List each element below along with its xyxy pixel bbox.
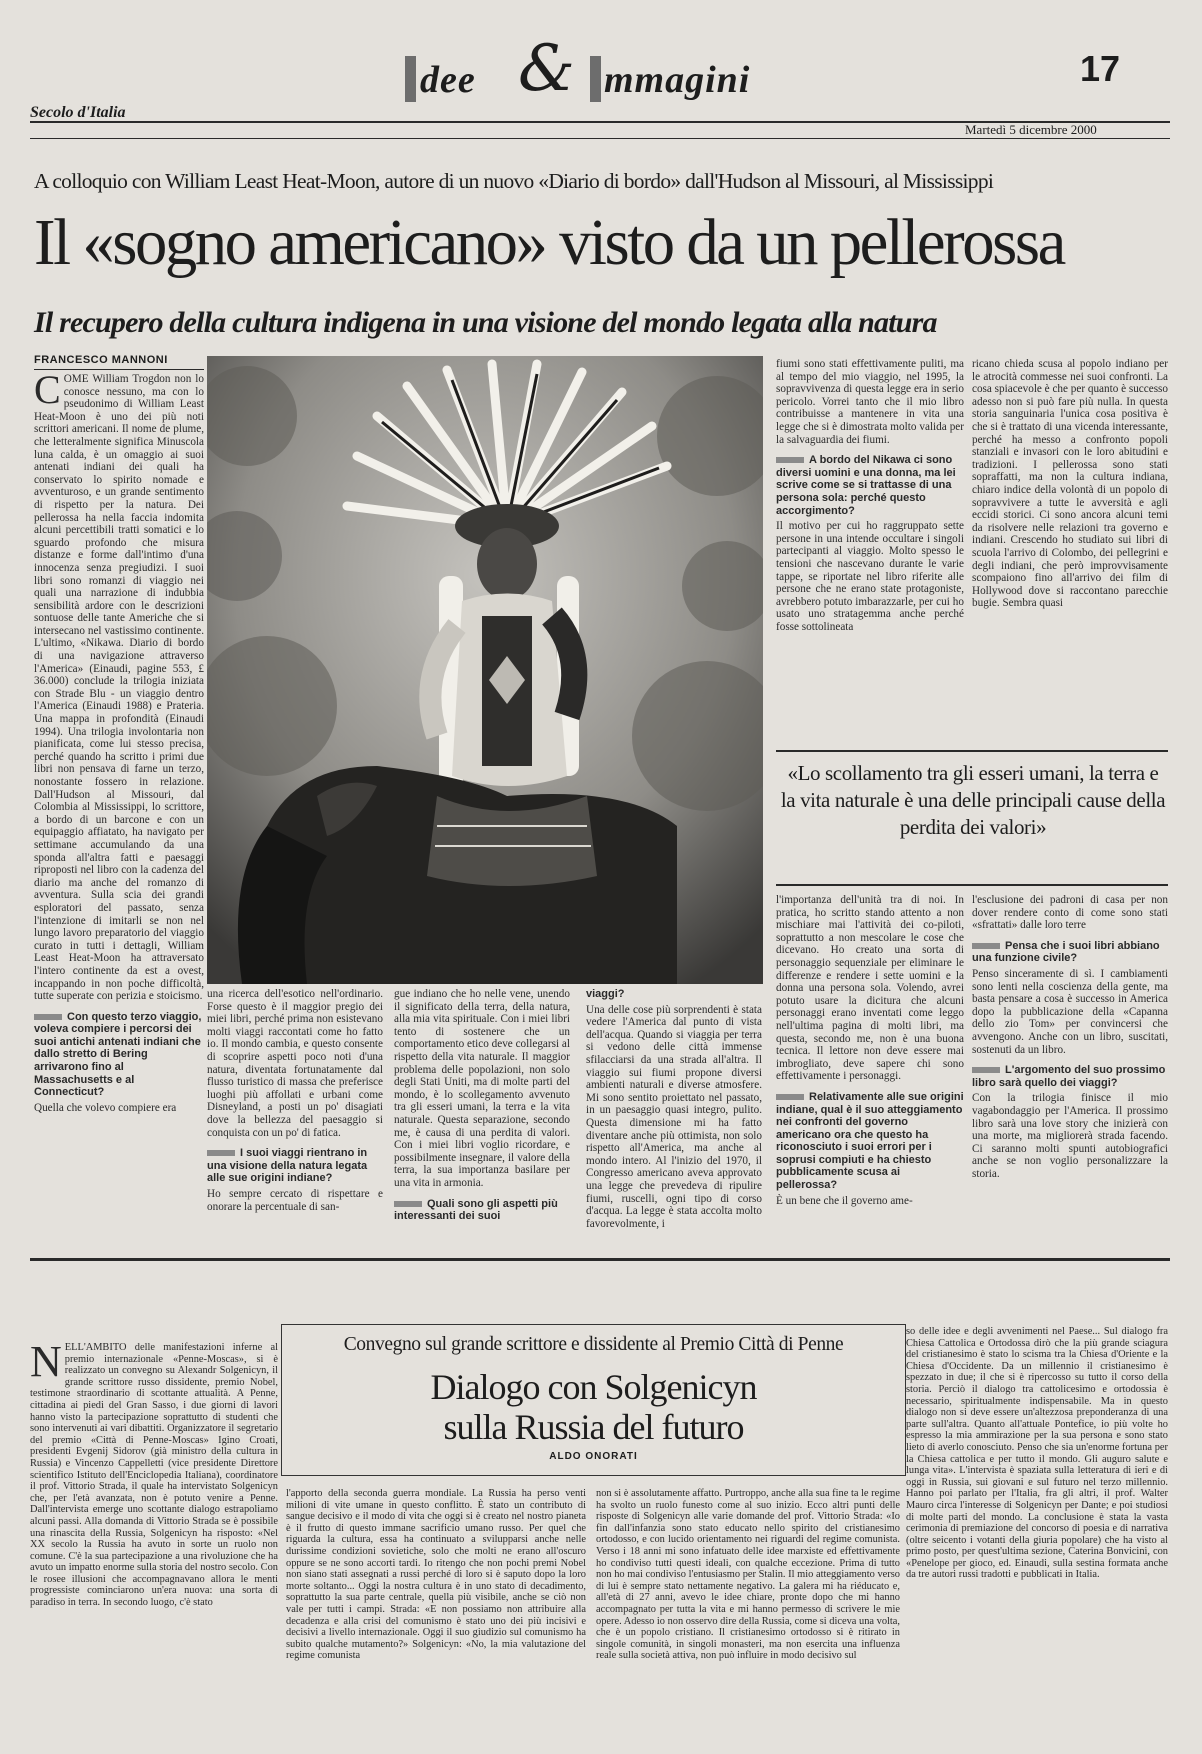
section-letter-i bbox=[405, 56, 416, 102]
answer-6: Penso sinceramente di sì. I cambiamenti sono lenti nella coscienza della gente, ma basta pensare a cosa è successo in America dopo la pubblicazione della «Capanna dello zio Tom» per convincersi che avvengono. Anche con un libro, suscitati, sostenuti da un libro. bbox=[972, 967, 1168, 1056]
masthead-rule-bottom bbox=[30, 138, 1170, 139]
second-article-right bbox=[906, 1326, 1168, 1742]
column-6-top-text: ricano chieda scusa al popolo indiano per le atrocità commesse nei suoi confronti. La cosa spiacevole è che per quanto è successo adesso non si può fare più nulla. In questa storia sanguinaria l'unica cosa positiva è che si è trattato di una vicenda interessante, perché ha messo a confronto popoli stanziali e invasori con le loro abitudini e tradizioni. I pellerossa sono stati sopraffatti, ma non la cultura indiana, chiaro indice della volontà di un popolo di sopravvivere a tutte le avversità e agli eccidi storici. Ci sono ancora alcuni temi da risolvere nelle relazioni tra governo e indiani. Crescendo ho studiato sui libri di scuola l'arrivo di Colombo, dei pellegrini e degli indiani, che però improvvisamente scompaiono fino all'arrivo dei film di Hollywood dove si raccontano parecchie bugie. Sembra quasi bbox=[972, 358, 1168, 610]
second-article-left bbox=[30, 1342, 278, 1742]
question-2-text: I suoi viaggi rientrano in una visione della natura legata alle sue origini indiane? bbox=[207, 1147, 368, 1185]
photo-illustration bbox=[207, 356, 763, 984]
column-1-text: OME William Trogdon non lo conosce nessuno, ma con lo pseudonimo di William Least Heat-Moon è uno dei più noti scrittori americani. Il nome de plume, che letteralmente significa Minuscola luna calda, è un omaggio ai suoi antenati indiani dei quali ha conservato lo spirito nomade e avventuroso, e un grande sentimento di rispetto per la natura. Dei pellerossa ha nella faccia indomita alcuni percettibili tratti somatici e lo sguardo profondo che misura distanze e forme dall'intimo d'una innocenza senza pregiudizi. I suoi libri sono romanzi di viaggio nei quali una narrazione di indubbia sensibilità ardore con le descrizioni sontuose delle tante Americhe che si intersecano nel vastissimo continente. L'ultimo, «Nikawa. Diario di bordo di una navigazione attraverso l'America» (Einaudi, pagine 553, £ 36.000) conclude la trilogia iniziata con Strade Blu - un viaggio dentro l'America (Einaudi 1988) e Prateria. Una mappa in profondità (Einaudi 1994). Una trilogia involontaria non pianificata, come lui stesso precisa, perché quando ha scritto i primi due libri non pensava di farne un terzo, nonostante fossero in relazione. Dall'Hudson al Missouri, dal Colombia al Mississippi, lo scrittore, a bordo di un barcone e con un equipaggio affiatato, ha navigato per settimane accumulando da una sponda all'altra fatti e paesaggi riproposti nel libro con la cadenza del diario ma anche del romanzo di avventura. Sulla scia dei grandi esploratori del passato, senza l'intenzione di imitarli se non nel lungo lavoro preparatorio del viaggio curato in tutti i dettagli, William Least Heat-Moon ha attraversato l'intero continente da est a ovest, incappando in non poche difficoltà, tutte superate con perizia e stoicismo. bbox=[34, 373, 204, 1003]
interview-question-3 bbox=[394, 1198, 570, 1223]
interview-question-2 bbox=[207, 1147, 383, 1185]
second-drop-cap: N bbox=[30, 1342, 62, 1386]
section-ampersand: & bbox=[518, 32, 575, 106]
article-kicker: A colloquio con William Least Heat-Moon, autore di un nuovo «Diario di bordo» dall'Hudson al Missouri, al Mississippi bbox=[34, 169, 994, 193]
article-column-2 bbox=[207, 988, 383, 1250]
second-title-line-2: sulla Russia del futuro bbox=[443, 1407, 744, 1447]
section-title-right: mmagini bbox=[604, 59, 751, 101]
question-6-text: Pensa che i suoi libri abbiano una funzione civile? bbox=[972, 939, 1160, 965]
pull-quote-rule-top bbox=[776, 750, 1168, 752]
article-column-6-bottom bbox=[972, 894, 1168, 1250]
answer-3: Una delle cose più sorprendenti è stata vedere l'America dal punto di vista dell'acqua. Quando si viaggia per terra si vedono delle città immense sfilacciarsi da una strada all'altra. Il viaggio sui fiumi propone diversi ambienti naturali e diverse atmosfere. Mi sono sentito proiettato nel passato, in un paesaggio quasi integro, pulito. Questa dimensione mi ha fatto diventare anche più ottimista, non solo rispetto all'America, ma anche al mondo intero. Al l'inizio del 1970, il Congresso americano aveva approvato una legge che prevedeva di ripulire fiumi, ruscelli, ogni tipo di corso d'acqua. La legge è stata accolta molto favorevolmente, i bbox=[586, 1003, 762, 1230]
answer-5-continued: l'esclusione dei padroni di casa per non dover rendere conto di come sono stati «sfrattati» dalle loro terre bbox=[972, 894, 1168, 932]
interview-question-7 bbox=[972, 1064, 1168, 1089]
answer-7: Con la trilogia finisce il mio vagabondaggio per l'America. Il prossimo libro sarà una love story che inizierà con una morte, ma migliorerà strada facendo. Ci saranno molti spunti autobiografici anche se non voglio personalizzare la storia. bbox=[972, 1092, 1168, 1180]
question-marker bbox=[394, 1201, 422, 1207]
interview-question-1 bbox=[34, 1011, 204, 1099]
question-marker bbox=[776, 1094, 804, 1100]
answer-2-start: Ho sempre cercato di rispettare e onorare la percentuale di san- bbox=[207, 1187, 383, 1213]
question-3-text: Quali sono gli aspetti più interessanti dei suoi bbox=[394, 1197, 558, 1223]
section-title-left: dee bbox=[420, 59, 476, 101]
second-left-text: ELL'AMBITO delle manifestazioni inferne al premio internazionale «Penne-Moscas», si è realizzato un convegno su Alexandr Solgenicyn, il grande scrittore russo dissidente, premio Nobel, testimone straordinario di scottante attualità. A Penne, cittadina ai piedi del Gran Sasso, i due giorni di lavori hanno visto la partecipazione soprattutto di studenti che sono intervenuti ai vari dibattiti. Organizzatore il segretario del premio «Città di Penne-Moscas» Igino Croati, presidenti Evgenij Sidorov (già ministro della cultura in Russia) e Vincenzo Cappelletti (vice presidente Direttore scientifico Istituto dell'Enciclopedia Italiana), coordinatore il prof. Vittorio Strada, il quale ha intervistato Solgenicyn che, per l'età avanzata, non è potuto venire a Penne. Dall'intervista emerge uno scottante dialogo estrapoliamo alcuni passi. Alla domanda di Vittorio Strada se è possibile una rinascita della Russia, Solgenicyn ha risposto: «Nel XX secolo la Russia ha avuto in sorte un ruolo non comune. C'è la sua partecipazione a una rivoluzione che ha avuto un impatto enorme sulla storia del nostro secolo. Con le rosee illusioni che accompagnavano allora le menti progressiste cominciarono un'era nuova: una sorta di paradiso in terra. In secondo luogo, c'è stato bbox=[30, 1342, 278, 1609]
question-4-text: A bordo del Nikawa ci sono diversi uomini e una donna, ma lei scrive come se si trattasse di una persona sola: perché questo accorgimento? bbox=[776, 454, 956, 517]
interview-question-3-end: viaggi? bbox=[586, 988, 625, 1000]
column-5-top-text: fiumi sono stati effettivamente puliti, ma al tempo del mio viaggio, nel 1995, la sopravvivenza di questa legge era in serio pericolo. Vorrei tanto che il mio libro contribuisse a mantenere in vita una legge che si è dimostrata molto valida per la salvaguardia dei fiumi. bbox=[776, 358, 964, 446]
byline: FRANCESCO MANNONI bbox=[34, 354, 168, 366]
article-title: Il «sogno americano» visto da un pellerossa bbox=[34, 206, 1064, 279]
section-letter-i2 bbox=[590, 56, 601, 102]
drop-cap: C bbox=[34, 373, 61, 412]
pull-quote-rule-bottom bbox=[776, 884, 1168, 886]
question-marker bbox=[776, 457, 804, 463]
paper-name: Secolo d'Italia bbox=[30, 104, 126, 121]
article-column-3 bbox=[394, 988, 570, 1250]
byline-rule bbox=[34, 369, 204, 370]
question-7-text: L'argomento del suo prossimo libro sarà quello dei viaggi? bbox=[972, 1064, 1166, 1089]
article-column-4 bbox=[586, 988, 762, 1250]
page-number: 17 bbox=[1080, 48, 1121, 89]
article-subtitle: Il recupero della cultura indigena in una visione del mondo legata alla natura bbox=[34, 306, 937, 339]
second-byline: ALDO ONORATI bbox=[549, 1451, 638, 1462]
pull-quote: «Lo scollamento tra gli esseri umani, la terra e la vita naturale è una delle principali cause della perdita dei valori» bbox=[780, 761, 1166, 839]
question-marker bbox=[972, 943, 1000, 949]
photo-native-chief-on-horse bbox=[207, 356, 763, 984]
answer-1-continued: una ricerca dell'esotico nell'ordinario. Forse questo è il maggior pregio dei miei libri, perché prima non esistevano molti viaggi raccontati come ho fatto io. Il mondo cambia, e questo consente di scoprire aspetti poco noti d'una natura, diventata fortunatamente dal flusso turistico di massa che preferisce luoghi più affollati e urbani come Disneyland, a posti un po' disagiati dove la bellezza del paesaggio si conquista con un po' di fatica. bbox=[207, 988, 383, 1139]
second-right-text: so delle idee e degli avvenimenti nel Paese... Sul dialogo fra Chiesa Cattolica e Ortodossa dirò che la più grande sciagura del cristianesimo è stato lo scisma tra la Chiesa d'Oriente e la Chiesa d'Occidente. Da un millennio il cristianesimo è spezzato in due; il che si è ripercosso su tutto il corso della storia. Perciò il dialogo tra cattolicesimo e ortodossia è necessario, spiritualmente indispensabile. Ma in questo dialogo non si deve essere un'altezzosa preponderanza di una parte sull'altra. Quanto all'attuale Pontefice, io più volte ho espresso la mia ammirazione per la sua persona e sono stato lieto di averlo conosciuto. Penso che sia un'enorme fortuna per la Chiesa cattolica e per tutto il mondo. Gli auguro salute e lunga vita». L'intervista è spaziata sulla letteratura di ieri e di oggi in Russia, sui giovani e sul futuro nel terzo millennio. Hanno poi parlato per l'Italia, fra gli altri, il prof. Walter Mauro circa l'interesse di Solgenicyn per Dante; e poi studiosi di molte parti del mondo. La conclusione è stata la vasta cerimonia di premiazione del concorso di poesia e di narrativa (oltre seicento i votanti della giuria popolare) che ha visto al primo posto, per quest'ultima sezione, Caterina Bonvicini, con «Penelope per gioco, ed. Einaudi, sulla sestina formata anche da tre autori russi tradotti e pubblicati in Italia. bbox=[906, 1326, 1168, 1581]
interview-question-4 bbox=[776, 454, 964, 517]
answer-4-continued: l'importanza dell'unità tra di noi. In pratica, ho scritto stando attento a non mischiare mai l'attività dei co-piloti, soprattutto a non mescolare le cose che dicevano. Ho creato una sorta di personaggio sequenziale per eliminare le differenze e rendere i sette uomini e la donna una persona sola. Volendo, avrei potuto usare la dicitura che alcuni personaggi erano inventati come leggo nell'ultima pagina di molti libri, ma questa, secondo me, non è una buona tecnica. Il lettore non deve essere mai imbrogliato, deve sapere chi sono effettivamente i personaggi. bbox=[776, 894, 964, 1083]
second-title-line-1: Dialogo con Solgenicyn bbox=[430, 1367, 757, 1407]
article-column-5-bottom bbox=[776, 894, 964, 1250]
issue-date: Martedì 5 dicembre 2000 bbox=[965, 122, 1097, 137]
second-headline-box bbox=[281, 1324, 906, 1476]
interview-question-5 bbox=[776, 1091, 964, 1192]
second-kicker: Convegno sul grande scrittore e dissidente al Premio Città di Penne bbox=[343, 1334, 844, 1355]
second-mid-2-text: non si è assolutamente affatto. Purtroppo, anche alla sua fine ta le regime ha svolto un ruolo funesto come al suo inizio. Ecco altri punti delle risposte di Solgenicyn alle varie domande del prof. Vittorio Strada: «Io fin dall'infanzia sono stato educato nello spirito del cristianesimo ortodosso, e con lucido orientamento nei riguardi del regime comunista. Verso i 18 anni mi sono infatuato delle idee marxiste ed effettivamente ho condiviso tutti questi ideali, con qualche eccezione. Prima di tutto non ho mai condiviso l'entusiasmo per Stalin. Il mio atteggiamento verso di lui è sempre stato nettamente negativo. La galera mi ha riéducato e, all'età di 27 anni, avevo le idee chiare, pronte dopo che mi hanno accompagnato per tutta la vita e mi hanno permesso di scrivere le mie opere. Adesso io non osservo dire della Russia, come si diceva una volta, che è un popolo cristiano. Il cristianesimo ortodosso si è ritirato in singole comunità, in singoli monasteri, ma non esercita una influenza reale sulla società attiva, non può influire in modo decisivo sul bbox=[596, 1488, 900, 1662]
article-column-6-top bbox=[972, 358, 1168, 738]
second-article-middle-1 bbox=[286, 1488, 586, 1744]
interview-question-6 bbox=[972, 940, 1168, 965]
article-column-5-top bbox=[776, 358, 964, 738]
answer-2-continued: gue indiano che ho nelle vene, unendo il significato della terra, della natura, alla mia vita spirituale. Con i miei libri tento di sostenere che un comportamento etico deve collegarsi al rispetto della vita naturale. Il maggior problema delle popolazioni, non solo degli Stati Uniti, ma di molte parti del mondo, è lo scollegamento avvenuto tra gli esseri umani, la terra e la vita naturale. Questa separazione, secondo me, è causa di una perdita di valori. Con i miei libri voglio ricordare, e possibilmente insegnare, il valore della terra, la sua importanza basilare per una vita in armonia. bbox=[394, 988, 570, 1189]
article-column-1 bbox=[34, 373, 204, 1249]
question-5-text: Relativamente alle sue origini indiane, qual è il suo atteggiamento nei confronti del governo americano ora che questo ha riconosciuto i suoi errori per i soprusi compiuti e ha chiesto pubblicamente scusa ai pellerossa? bbox=[776, 1090, 964, 1192]
second-article-middle-2 bbox=[596, 1488, 900, 1744]
masthead bbox=[30, 28, 1180, 136]
answer-5-start: È un bene che il governo ame- bbox=[776, 1194, 913, 1207]
question-marker bbox=[207, 1150, 235, 1156]
question-marker bbox=[34, 1014, 62, 1020]
answer-1-start: Quella che volevo compiere era bbox=[34, 1101, 177, 1114]
second-mid-1-text: l'apporto della seconda guerra mondiale. La Russia ha perso venti milioni di vite umane in questo conflitto. È stato un contributo di sangue decisivo e il modo di vita che oggi si è creato nel nostro pianeta è il frutto di questo immane sacrificio umano russo. Per quel che riguarda la cultura, essa ha continuato a svilupparsi anche nelle durissime condizioni sovietiche, solo che molti ne erano all'oscuro oppure se ne sono accorti tardi. Io ritengo che non pochi premi Nobel non siano stati assegnati a russi perché di loro si è saputo dopo la loro morte soltanto... Oggi la nostra cultura è in uno stato di decadimento, soprattutto la sua parte centrale, quella più visibile, anche se ciò non vale per tutti i campi. Strada: «E non possiamo non attribuire alla decadenza e alla crisi del comunismo è stato uno dei più incisivi e decisivi a livello internazionale. Oggi il suo giudizio sul comunismo ha subito qualche mutamento?» Solgenicyn: «No, la mia valutazione del regime comunista bbox=[286, 1488, 586, 1662]
answer-4-start: Il motivo per cui ho raggruppato sette persone in una intende occultare i singoli partecipanti al viaggio. Molto spesso le tensioni che nascevano durante le varie tappe, se riportate nel libro riferite alle persone che ne erano state protagoniste, avrebbero potuto imbarazzarle, per cui ho usato uno stratagemma anche perché fosse sottolineata bbox=[776, 520, 964, 633]
section-divider bbox=[30, 1258, 1170, 1261]
question-marker bbox=[972, 1067, 1000, 1073]
question-1-text: Con questo terzo viaggio, voleva compiere i percorsi dei suoi antichi antenati indiani che dallo stretto di Bering arrivarono fino al Massachusetts e al Connecticut? bbox=[34, 1010, 202, 1099]
